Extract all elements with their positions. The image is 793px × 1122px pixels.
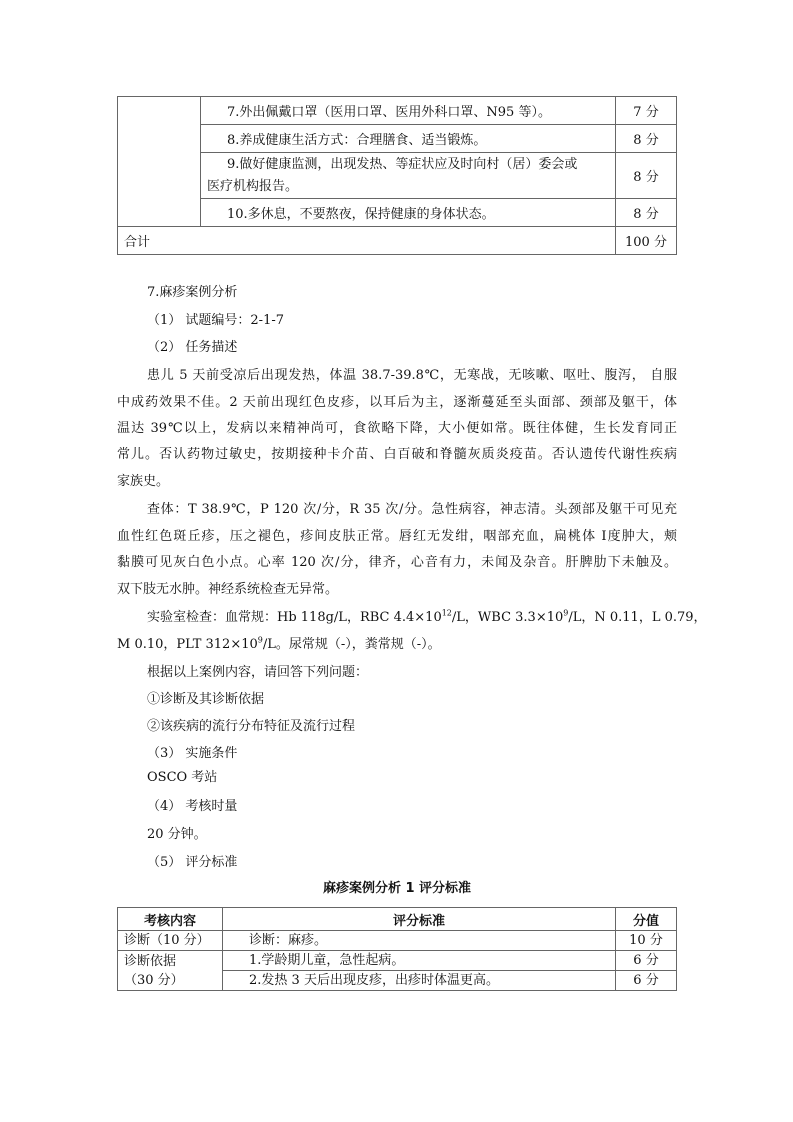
score-cell: 6 分 (616, 951, 677, 971)
scoring-heading: （5） 评分标准 (147, 855, 238, 870)
lab-text: /L，WBC 3.3×10 (451, 610, 564, 625)
time-heading: （4） 考核时量 (147, 799, 238, 814)
table-row (118, 125, 677, 153)
total-row (118, 227, 677, 255)
physical-exam-line: 血性红色斑丘疹，压之褪色，疹间皮肤正常。唇红无发绀，咽部充血，扁桃体 Ⅰ度肿大，颊 (117, 529, 677, 544)
criterion-cell (201, 153, 616, 199)
empty-category-cell (118, 97, 201, 227)
exponent: 9 (563, 608, 569, 618)
score-cell: 8 分 (616, 199, 677, 227)
content-cell (118, 951, 223, 991)
physical-exam-line: 查体：T 38.9℃，P 120 次/分，R 35 次/分。急性病容，神志清。头颈部及躯干可见充 (147, 502, 677, 517)
scoring-table-continued (117, 96, 677, 255)
case-history-line: 常儿。否认药物过敏史，按期接种卡介苗、白百破和脊髓灰质炎疫苗。否认遗传代谢性疾病 (117, 447, 677, 462)
physical-exam-line: 双下肢无水肿。神经系统检查无异常。 (117, 582, 339, 597)
criterion-cell: 1.学龄期儿童，急性起病。 (223, 951, 616, 971)
exponent: 9 (257, 635, 263, 645)
case-history-line: 温达 39℃以上，发病以来精神尚可，食欲略下降，大小便如常。既往体健，生长发育同正 (117, 421, 677, 436)
lab-exam-line (117, 633, 677, 652)
score-cell: 8 分 (616, 125, 677, 153)
lab-text: /L，N 0.11，L 0.79， (568, 610, 707, 625)
table-row (118, 199, 677, 227)
table-row (118, 97, 677, 125)
content-cell: 诊断（10 分） (118, 931, 223, 951)
lab-text: 实验室检查：血常规：Hb 118g/L，RBC 4.4×10 (147, 610, 442, 625)
table-row (118, 931, 677, 951)
criterion-line: 9.做好健康监测，出现发热、等症状应及时向村（居）委会或 (227, 156, 578, 172)
question-2: ②该疾病的流行分布特征及流行过程 (147, 719, 356, 734)
criterion-cell: 10.多休息，不要熬夜，保持健康的身体状态。 (201, 199, 616, 227)
score-cell: 8 分 (616, 153, 677, 199)
content-line: （30 分） (124, 972, 184, 988)
table-row (118, 951, 677, 971)
measles-scoring-table (117, 907, 677, 991)
criterion-line: 医疗机构报告。 (207, 178, 299, 194)
total-score: 100 分 (616, 227, 677, 255)
criterion-cell: 诊断：麻疹。 (223, 931, 616, 951)
score-cell: 6 分 (616, 971, 677, 991)
lab-exam-line (117, 606, 707, 625)
table-row (118, 153, 677, 199)
table-title: 麻疹案例分析 1 评分标准 (322, 881, 472, 896)
question-prompt: 根据以上案例内容，请回答下列问题： (147, 665, 369, 680)
criterion-cell: 7.外出佩戴口罩（医用口罩、医用外科口罩、N95 等）。 (201, 97, 616, 125)
header-score: 分值 (616, 908, 677, 931)
header-content: 考核内容 (118, 908, 223, 931)
time-value: 20 分钟。 (147, 827, 207, 842)
content-line: 诊断依据 (124, 953, 177, 969)
conditions-value: OSCO 考站 (147, 770, 218, 785)
criterion-cell: 8.养成健康生活方式：合理膳食、适当锻炼。 (201, 125, 616, 153)
conditions-heading: （3） 实施条件 (147, 746, 238, 761)
lab-text: /L。尿常规（-），粪常规（-）。 (262, 637, 441, 652)
case-history-line: 中成药效果不佳。2 天前出现红色皮疹，以耳后为主，逐渐蔓延至头面部、颈部及躯干，体 (117, 395, 677, 410)
case-history-line: 患儿 5 天前受凉后出现发热，体温 38.7-39.8℃，无寒战，无咳嗽、呕吐、腹泻， 自服 (147, 368, 677, 383)
header-row (118, 908, 677, 931)
physical-exam-line: 黏膜可见灰白色小点。心率 120 次/分，律齐，心音有力，未闻及杂音。肝脾肋下未触及。 (117, 555, 677, 570)
total-label: 合计 (118, 227, 616, 255)
score-cell: 10 分 (616, 931, 677, 951)
question-id: （1） 试题编号：2-1-7 (147, 313, 285, 328)
case-history-line: 家族史。 (117, 474, 170, 489)
header-criteria: 评分标准 (223, 908, 616, 931)
lab-text: M 0.10，PLT 312×10 (117, 637, 258, 652)
question-1: ①诊断及其诊断依据 (147, 692, 265, 707)
exponent: 12 (441, 608, 452, 618)
criterion-cell: 2.发热 3 天后出现皮疹，出疹时体温更高。 (223, 971, 616, 991)
score-cell: 7 分 (616, 97, 677, 125)
section-heading: 7.麻疹案例分析 (147, 285, 238, 300)
task-description-heading: （2） 任务描述 (147, 340, 238, 355)
